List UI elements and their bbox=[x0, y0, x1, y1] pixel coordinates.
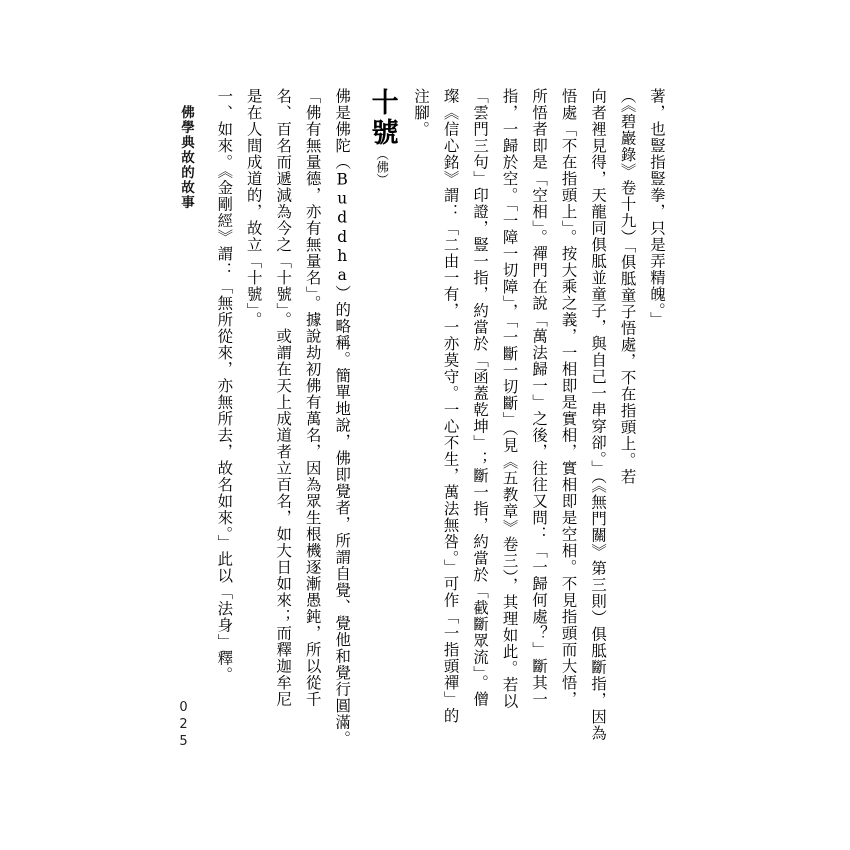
section-body-column: 佛是佛陀（Buddha）的略稱。簡單地說，佛即覺者，所謂自覺、覺他和覺行圓滿。 bbox=[333, 88, 352, 748]
body-column: 著，也豎指豎拳，只是弄精魄。」 bbox=[648, 88, 666, 328]
section-heading bbox=[358, 88, 404, 288]
body-column: 所悟者即是「空相」。禪門在說「萬法歸一」之後，往往又問：「一歸何處？」斷其一 bbox=[530, 88, 549, 708]
section-body-column: 是在人間成道的，故立「十號」。 bbox=[244, 88, 263, 328]
vertical-text-block bbox=[150, 88, 670, 768]
body-column: （《碧巖錄》卷十九）「俱胝童子悟處，不在指頭上。若 bbox=[618, 88, 637, 486]
body-column: 「雲門三句」印證，豎一指，約當於「函蓋乾坤」；斷一指，約當於「截斷眾流」。僧 bbox=[471, 88, 490, 708]
running-head: 佛學典故的故事 bbox=[178, 105, 194, 210]
body-column: 注腳。 bbox=[412, 88, 431, 138]
section-body-column: 「佛有無量德，亦有無量名」。據說劫初佛有萬名，因為眾生根機逐漸愚鈍，所以從千 bbox=[303, 88, 322, 708]
section-body-column: 名、百名而遞減為今之「十號」。或謂在天上成道者立百名，如大日如來；而釋迦牟尼 bbox=[274, 88, 293, 708]
section-body-column: 一、如來。《金剛經》謂：「無所從來，亦無所去，故名如來。」此以「法身」釋。 bbox=[215, 88, 234, 684]
body-column: 璨《信心銘》謂：「二由一有，一亦莫守。一心不生，萬法無咎。」可作「一指頭禪」的 bbox=[441, 88, 460, 724]
page-number: 025 bbox=[176, 700, 191, 751]
section-heading-subtitle: （佛） bbox=[374, 148, 390, 186]
body-column: 悟處「不在指頭上」。按大乘之義，一相即是實相，實相即是空相。不見指頭而大悟， bbox=[559, 88, 578, 708]
body-column: 指，一歸於空。「一障一切障」，「一斷一切斷」（見《五教章》卷三），其理如此。若以 bbox=[500, 88, 519, 710]
body-column: 向者裡見得，天龍同俱胝並童子，與自己一串穿卻。」（《無門關》第三則）俱胝斷指，因為 bbox=[589, 88, 608, 742]
section-heading-title: 十號 bbox=[366, 88, 398, 148]
